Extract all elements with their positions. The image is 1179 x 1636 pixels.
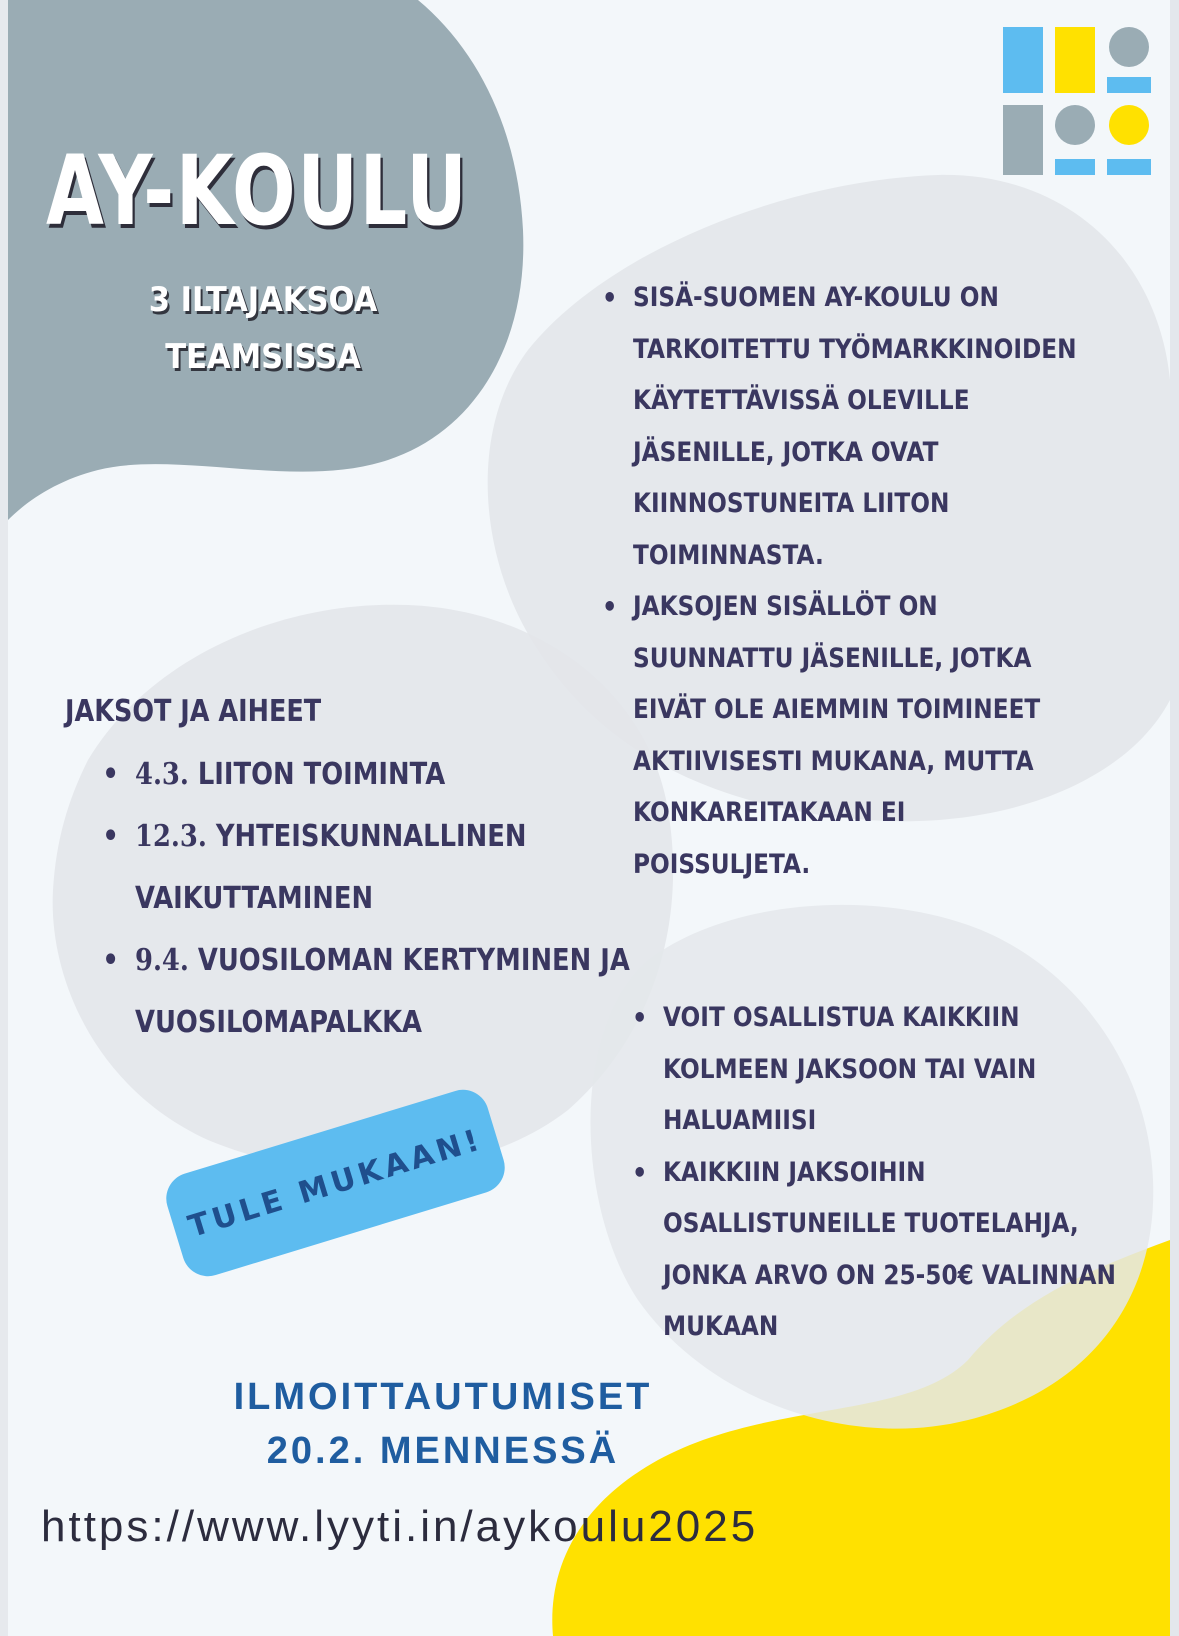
intro-item: • SISÄ-SUOMEN AY-KOULU ON TARKOITETTU TYÖMARKKINOIDEN KÄYTETTÄVISSÄ OLEVILLE JÄSENILLE, JOTKA OVAT KIINNOSTUNEITA LIITON TOIMINNASTA. [633,272,1080,581]
session-item [135,744,685,806]
participation-item: • KAIKKIIN JAKSOIHIN OSALLISTUNEILLE TUOTELAHJA, JONKA ARVO ON 25-50€ VALINNAN MUKAAN [663,1147,1145,1353]
signup-date-line: 20.2. MENNESSÄ [266,1430,620,1472]
blocks-logo-icon [1003,27,1151,175]
sessions-heading: JAKSOT JA AIHEET [65,694,322,729]
signup-line: ILMOITTAUTUMISET [233,1376,653,1418]
intro-list [633,272,1080,890]
page-edge-left [0,0,8,1636]
intro-item: • JAKSOJEN SISÄLLÖT ON SUUNNATTU JÄSENILLE, JOTKA EIVÄT OLE AIEMMIN TOIMINEET AKTIIVISESTI MUKANA, MUTTA KONKAREITAKAAN EI POISSULJETA. [633,581,1080,890]
participation-item: • VOIT OSALLISTUA KAIKKIIN KOLMEEN JAKSOON TAI VAIN HALUAMIISI [663,992,1067,1147]
page-edge-right [1170,0,1179,1636]
session-item [135,930,685,1054]
poster [8,0,1170,1636]
participation-list [663,992,1145,1353]
grey-blob-top-left [8,0,523,520]
sessions-list [135,744,685,1054]
session-date: 4.3. [135,757,189,792]
registration-link[interactable]: https://www.lyyti.in/aykoulu2025 [41,1502,759,1551]
join-button-label: TULE MUKAAN! [184,1121,487,1245]
session-date: 12.3. [135,819,207,854]
subtitle-teams: TEAMSISSA [165,337,361,377]
session-topic: VUOSILOMAN KERTYMINEN JA VUOSILOMAPALKKA [135,943,630,1040]
session-item [135,806,539,930]
subtitle-sessions-count: 3 ILTAJAKSOA [148,280,378,320]
session-date: 9.4. [135,943,189,978]
signup-deadline [168,1370,718,1478]
session-topic: YHTEISKUNNALLINEN VAIKUTTAMINEN [135,819,527,916]
poster-title: AY-KOULU [46,135,469,247]
session-topic: LIITON TOIMINTA [197,757,446,792]
